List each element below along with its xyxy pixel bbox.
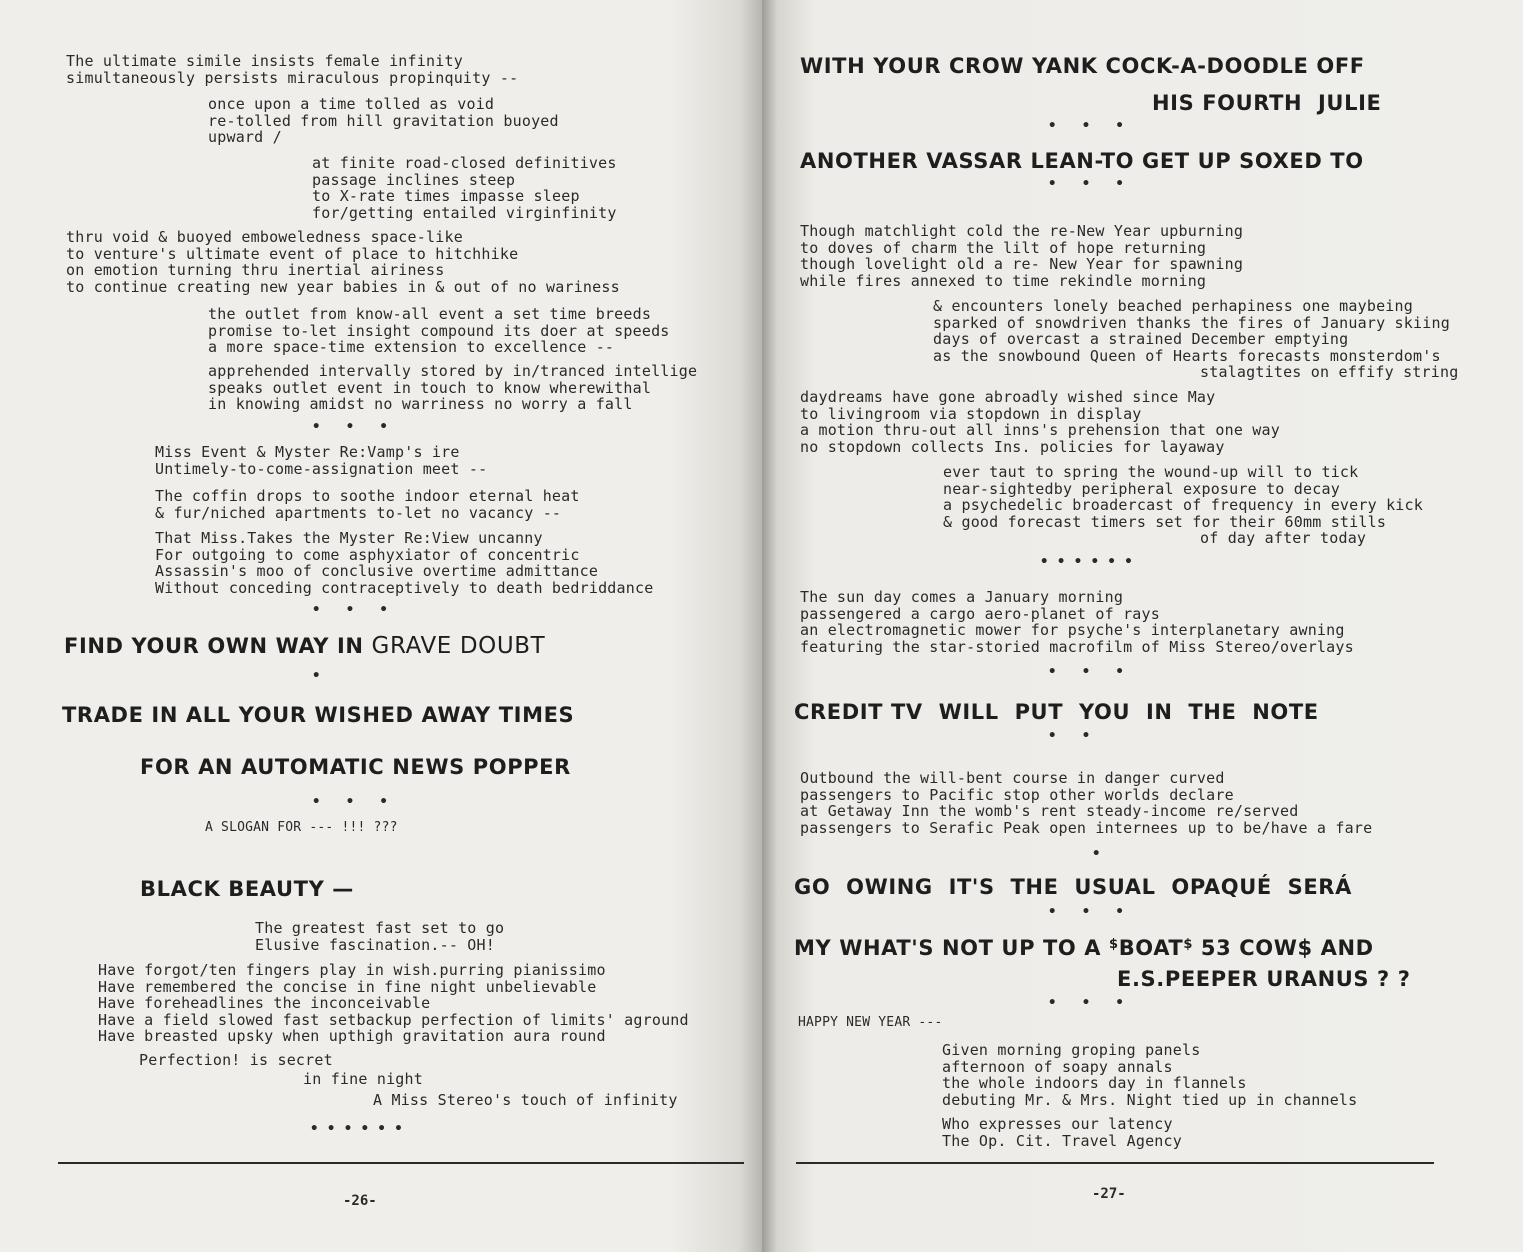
- stanza: ever taut to spring the wound-up will to tick near-sightedby peripheral exposure to decay a psychedelic broadercast of frequency in every kick & good forecast timers set for their 60mm stills: [943, 463, 1423, 531]
- poem-opening: The ultimate simile insists female infinity simultaneously persists miraculous propinquity --: [66, 52, 519, 87]
- headline: MY WHAT'S NOT UP TO A $BOAT$ 53 COW$ AND: [794, 936, 1374, 960]
- stanza: The coffin drops to soothe indoor eternal heat & fur/niched apartments to-let no vacancy --: [155, 487, 580, 522]
- ornament-dots: • • •: [312, 602, 388, 618]
- stanza: The sun day comes a January morning passengered a cargo aero-planet of rays an electromagnetic mower for psyche's interplanetary awning featuring the star-storied macrofilm of Miss Stereo/overlays: [800, 588, 1354, 656]
- ornament-dots: • • • • • •: [1040, 554, 1133, 570]
- stanza-line: stalagtites on effify string: [1200, 363, 1459, 381]
- ornament-dots: • • •: [1048, 664, 1124, 680]
- headline: TRADE IN ALL YOUR WISHED AWAY TIMES: [62, 703, 575, 727]
- stanza-line: A Miss Stereo's touch of infinity: [373, 1091, 678, 1109]
- stanza: thru void & buoyed emboweledness space-like to venture's ultimate event of place to hitchhike on emotion turning thru inertial airiness to continue creating new year babies in & out of no wariness: [66, 228, 620, 296]
- stanza: apprehended intervally stored by in/tranced intellige speaks outlet event in touch to know wherewithal in knowing amidst no warriness no worry a fall: [208, 362, 698, 413]
- stanza-line: Perfection! is secret: [139, 1051, 333, 1069]
- footer-rule: [58, 1162, 744, 1164]
- headline: E.S.PEEPER URANUS ? ?: [1117, 967, 1411, 991]
- headline: FOR AN AUTOMATIC NEWS POPPER: [140, 755, 571, 779]
- stanza: at finite road-closed definitives passage inclines steep to X-rate times impasse sleep for/getting entailed virginfinity: [312, 154, 617, 222]
- ornament-dots: • •: [1048, 728, 1091, 744]
- ornament-dots: • • •: [312, 419, 388, 435]
- stanza: once upon a time tolled as void re-tolled from hill gravitation buoyed upward /: [208, 95, 559, 146]
- page-number: -26-: [343, 1193, 377, 1209]
- headline: CREDIT TV WILL PUT YOU IN THE NOTE: [794, 700, 1319, 724]
- stanza: Given morning groping panels afternoon of soapy annals the whole indoors day in flannels debuting Mr. & Mrs. Night tied up in channels: [942, 1041, 1358, 1109]
- headline: WITH YOUR CROW YANK COCK-A-DOODLE OFF: [800, 54, 1365, 78]
- stanza: The greatest fast set to go Elusive fascination.-- OH!: [255, 919, 505, 954]
- stanza-line: of day after today: [1200, 529, 1367, 547]
- stanza: & encounters lonely beached perhapiness one maybeing sparked of snowdriven thanks the fires of January skiing days of overcast a strained December emptying as the snowbound Queen of Hearts forecasts monsterdom's: [933, 297, 1450, 365]
- headline: FIND YOUR OWN WAY IN GRAVE DOUBT: [64, 633, 546, 659]
- stanza: the outlet from know-all event a set time breeds promise to-let insight compound its doer at speeds a more space-time extension to excellence --: [208, 305, 670, 356]
- headline: ANOTHER VASSAR LEAN-TO GET UP SOXED TO: [800, 149, 1364, 173]
- ornament-dots: • • •: [1048, 176, 1124, 192]
- page-number: -27-: [1092, 1186, 1126, 1202]
- ornament-dots: • • • • • •: [310, 1121, 403, 1137]
- stanza-line: in fine night: [303, 1070, 423, 1088]
- ornament-dots: •: [312, 668, 321, 684]
- stanza: Have forgot/ten fingers play in wish.purring pianissimo Have remembered the concise in fine night unbelievable Have foreheadlines the inconceivable Have a field slowed fast setbackup perfection of limits' aground Have breasted upsky when upthigh gravitation aura round: [98, 961, 689, 1045]
- ornament-dots: •: [1092, 846, 1101, 862]
- stanza: Outbound the will-bent course in danger curved passengers to Pacific stop other worlds declare at Getaway Inn the womb's rent steady-income re/served passengers to Serafic Peak open internees up to be/have a fare: [800, 769, 1373, 837]
- ornament-dots: • • •: [1048, 118, 1124, 134]
- headline: HIS FOURTH JULIE: [1152, 91, 1382, 115]
- ornament-dots: • • •: [1048, 904, 1124, 920]
- greeting: HAPPY NEW YEAR ---: [798, 1015, 943, 1030]
- ornament-dots: • • •: [1048, 995, 1124, 1011]
- slogan: A SLOGAN FOR --- !!! ???: [205, 820, 398, 835]
- headline-light: GRAVE DOUBT: [371, 633, 546, 659]
- headline: BLACK BEAUTY —: [140, 877, 354, 901]
- stanza: Though matchlight cold the re-New Year upburning to doves of charm the lilt of hope returning though lovelight old a re- New Year for spawning while fires annexed to time rekindle morning: [800, 222, 1244, 290]
- stanza: daydreams have gone abroadly wished since May to livingroom via stopdown in display a motion thru-out all inns's prehension that one way no stopdown collects Ins. policies for layaway: [800, 388, 1280, 456]
- headline: GO OWING IT'S THE USUAL OPAQUÉ SERÁ: [794, 875, 1352, 899]
- stanza: Miss Event & Myster Re:Vamp's ire Untimely-to-come-assignation meet --: [155, 443, 488, 478]
- footer-rule: [796, 1162, 1434, 1164]
- stanza: Who expresses our latency The Op. Cit. Travel Agency: [942, 1115, 1182, 1150]
- ornament-dots: • • •: [312, 794, 388, 810]
- stanza: That Miss.Takes the Myster Re:View uncanny For outgoing to come asphyxiator of concentric Assassin's moo of conclusive overtime admittance Without conceding contraceptively to death bedriddance: [155, 529, 654, 597]
- right-page: [762, 0, 1523, 1252]
